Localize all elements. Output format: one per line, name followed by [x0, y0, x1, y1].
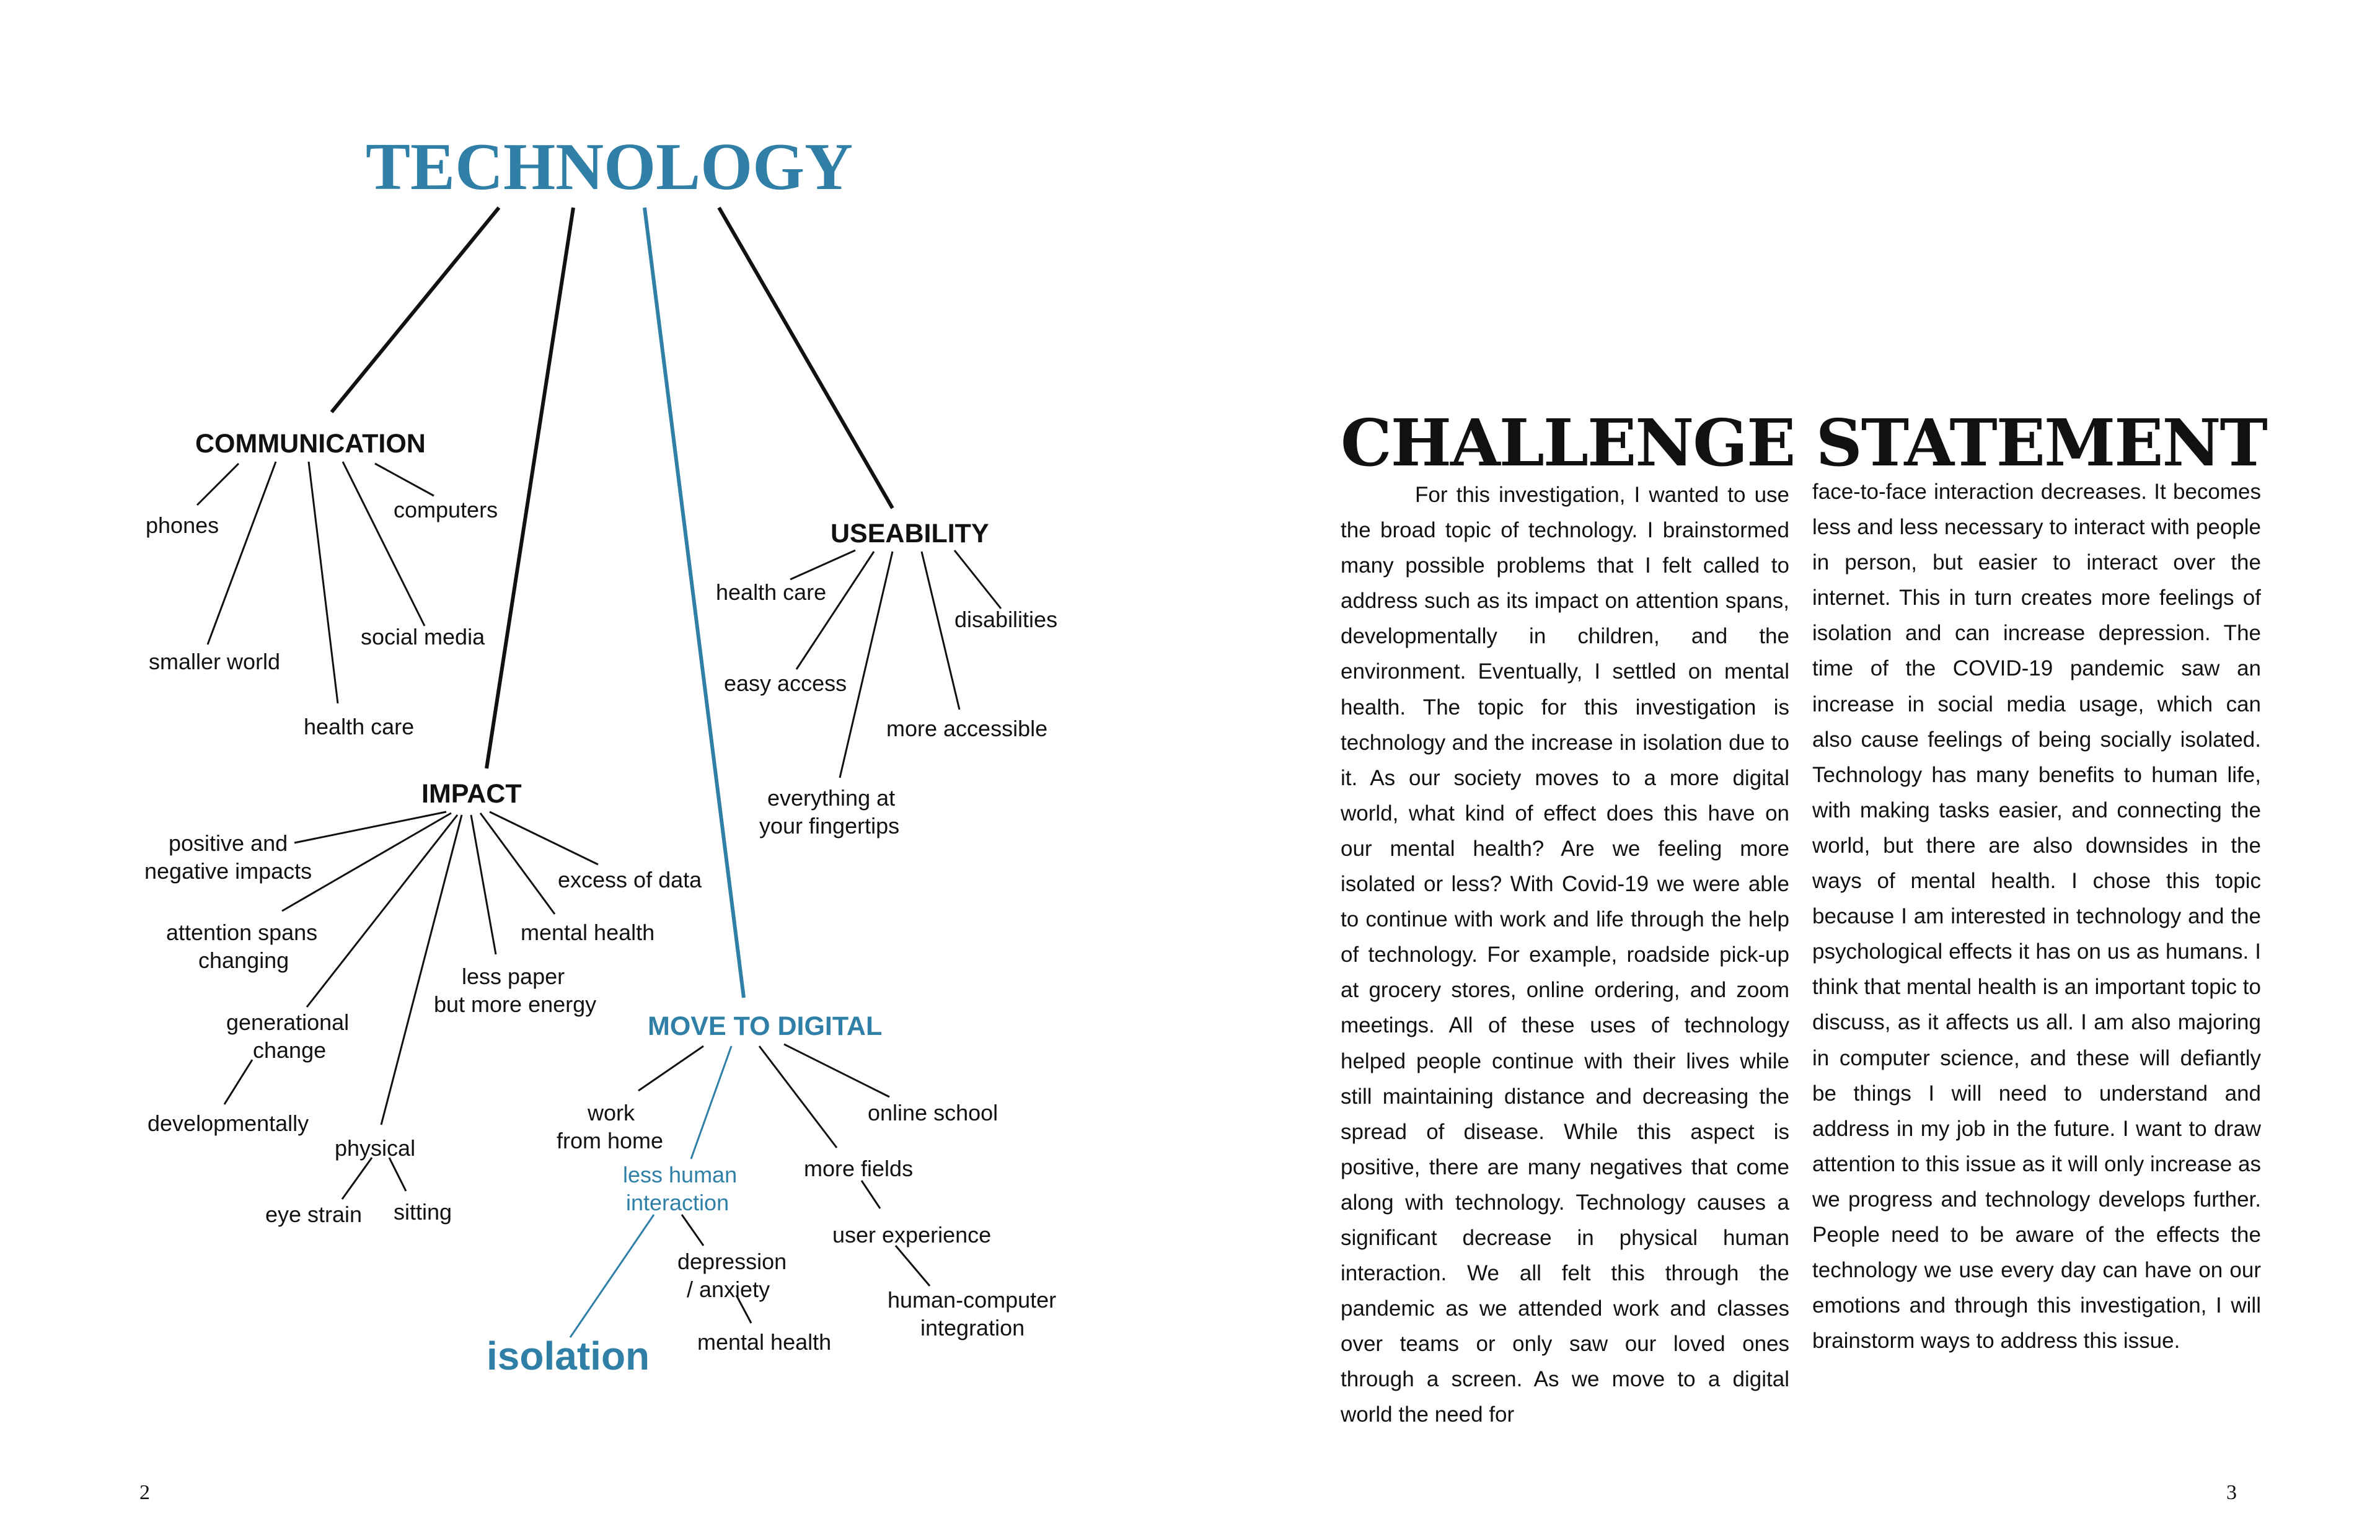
connector-online-school — [784, 1044, 889, 1097]
node-more-energy: but more energy — [434, 992, 597, 1017]
node-disabilities: disabilities — [954, 607, 1058, 632]
node-less-human: less human — [623, 1162, 738, 1187]
connector-isolation — [570, 1215, 654, 1337]
connector-phones — [197, 464, 239, 505]
connector-fingertips — [840, 552, 892, 778]
node-depression: depression — [677, 1249, 787, 1274]
node-physical: physical — [335, 1135, 416, 1161]
connector-computers — [375, 464, 434, 496]
node-integration: integration — [920, 1315, 1025, 1340]
node-eye-strain: eye strain — [265, 1202, 363, 1227]
node-negative-impacts: negative impacts — [144, 858, 312, 884]
node-mental-health-digital: mental health — [697, 1329, 832, 1355]
page-number-right: 3 — [2226, 1481, 2237, 1504]
node-attention-spans: attention spans — [166, 920, 318, 945]
node-health-care-use: health care — [716, 579, 827, 605]
branch-move-to-digital: MOVE TO DIGITAL — [648, 1011, 883, 1041]
connector-sitting — [389, 1158, 406, 1191]
node-less-paper: less paper — [462, 964, 565, 989]
node-change: change — [253, 1037, 327, 1063]
node-social-media: social media — [361, 624, 485, 649]
connector-easy-access — [796, 552, 874, 669]
node-health-care-comm: health care — [304, 714, 415, 739]
node-more-fields: more fields — [804, 1156, 914, 1181]
connector-work-from-home — [638, 1046, 703, 1091]
node-more-accessible: more accessible — [886, 716, 1048, 741]
node-your-fingertips: your fingertips — [759, 813, 900, 838]
connector-eye-strain — [342, 1158, 372, 1199]
node-sitting: sitting — [394, 1199, 452, 1225]
node-computers: computers — [394, 497, 498, 522]
connector-more-accessible — [922, 552, 959, 710]
connector-root-useability — [719, 208, 892, 508]
connector-health-care-comm — [309, 462, 338, 703]
connector-mental-health-impact — [480, 813, 555, 914]
connector-positive-negative — [294, 812, 446, 843]
connector-developmentally — [224, 1060, 252, 1104]
root-technology: TECHNOLOGY — [366, 130, 853, 204]
challenge-statement-column-1: For this investigation, I wanted to use the broad topic of technology. I brainstormed many possible problems that I felt called to address such as its impact on attention spans, developmentally in children, and the environment. Eventually, I settled on mental health. The topic for this investigation is technology and the increase in isolation due to it. As our society moves to a more digital world, what kind of effect does this have on our mental health? Are we feeling more isolated or less? With Covid-19 we were able to continue with work and life through the help of technology. For example, roadside pick-up at grocery stores, online ordering, and zoom meetings. All of these uses of technology helped people continue with their lives while still maintaining distance and decreasing the spread of disease. While this aspect is positive, there are many negatives that come along with technology. Technology causes a significant decrease in physical human interaction. We all felt this through the pandemic as we attended work and classes over teams or only saw our loved ones through a screen. As we move to a digital world the need for — [1341, 483, 1789, 1427]
connector-depression — [682, 1215, 703, 1246]
node-smaller-world: smaller world — [149, 649, 281, 674]
challenge-statement-title: CHALLENGE STATEMENT — [1341, 405, 2267, 481]
node-work: work — [588, 1100, 635, 1125]
node-human-computer: human-computer — [888, 1287, 1057, 1313]
node-anxiety: / anxiety — [687, 1277, 770, 1302]
node-excess-of-data: excess of data — [558, 867, 702, 892]
page-number-left: 2 — [139, 1481, 150, 1504]
connector-excess-data — [490, 812, 598, 865]
challenge-statement-column-2: face-to-face interaction decreases. It becomes less and less necessary to interact with people in person, but easier to interact over the internet. This in turn creates more feelings of isolation and can increase depression. The time of the COVID-19 pandemic saw an increase in social media usage, which can also cause feelings of being socially isolated. Technology has many benefits to human life, with making tasks easier, and connecting the world, but there are also downsides in the ways of mental health. I chose this topic because I am interested in technology and the psychological effects it has on us as humans. I think that mental health is an important topic to discuss, as it affects us all. I am also majoring in computer science, and these will defiantly be things I will need to understand and address in my job in the future. I want to draw attention to this issue as it will only increase as we progress and technology develops further. People need to be aware of the effects the technology we use every day can have on our emotions and through this investigation, I will brainstorm ways to address this issue. — [1812, 480, 2261, 1353]
node-online-school: online school — [868, 1100, 998, 1125]
node-everything-at: everything at — [767, 785, 896, 811]
node-isolation: isolation — [487, 1334, 650, 1378]
node-from-home: from home — [557, 1128, 664, 1153]
connector-disabilities — [954, 550, 1001, 609]
node-changing: changing — [198, 948, 289, 973]
node-generational: generational — [226, 1010, 350, 1035]
node-phones: phones — [146, 513, 219, 538]
connector-health-care-use — [790, 550, 855, 579]
connector-less-human — [691, 1046, 731, 1159]
node-user-experience: user experience — [832, 1222, 992, 1247]
branch-communication: COMMUNICATION — [195, 429, 426, 459]
connector-generational — [307, 815, 457, 1007]
branch-useability: USEABILITY — [831, 519, 989, 548]
branch-impact: IMPACT — [421, 779, 522, 809]
connector-more-fields — [759, 1046, 837, 1148]
node-mental-health-impact: mental health — [521, 920, 655, 945]
connector-user-experience — [862, 1181, 880, 1208]
node-interaction: interaction — [626, 1190, 729, 1215]
node-positive-and: positive and — [169, 830, 288, 856]
connector-smaller-world — [208, 462, 276, 645]
connector-social-media — [343, 462, 425, 626]
connector-less-paper — [471, 815, 496, 954]
connector-root-communication — [332, 208, 499, 412]
connector-root-impact — [487, 208, 573, 768]
node-easy-access: easy access — [724, 671, 847, 696]
node-developmentally: developmentally — [148, 1111, 309, 1136]
connector-hci — [896, 1246, 930, 1286]
